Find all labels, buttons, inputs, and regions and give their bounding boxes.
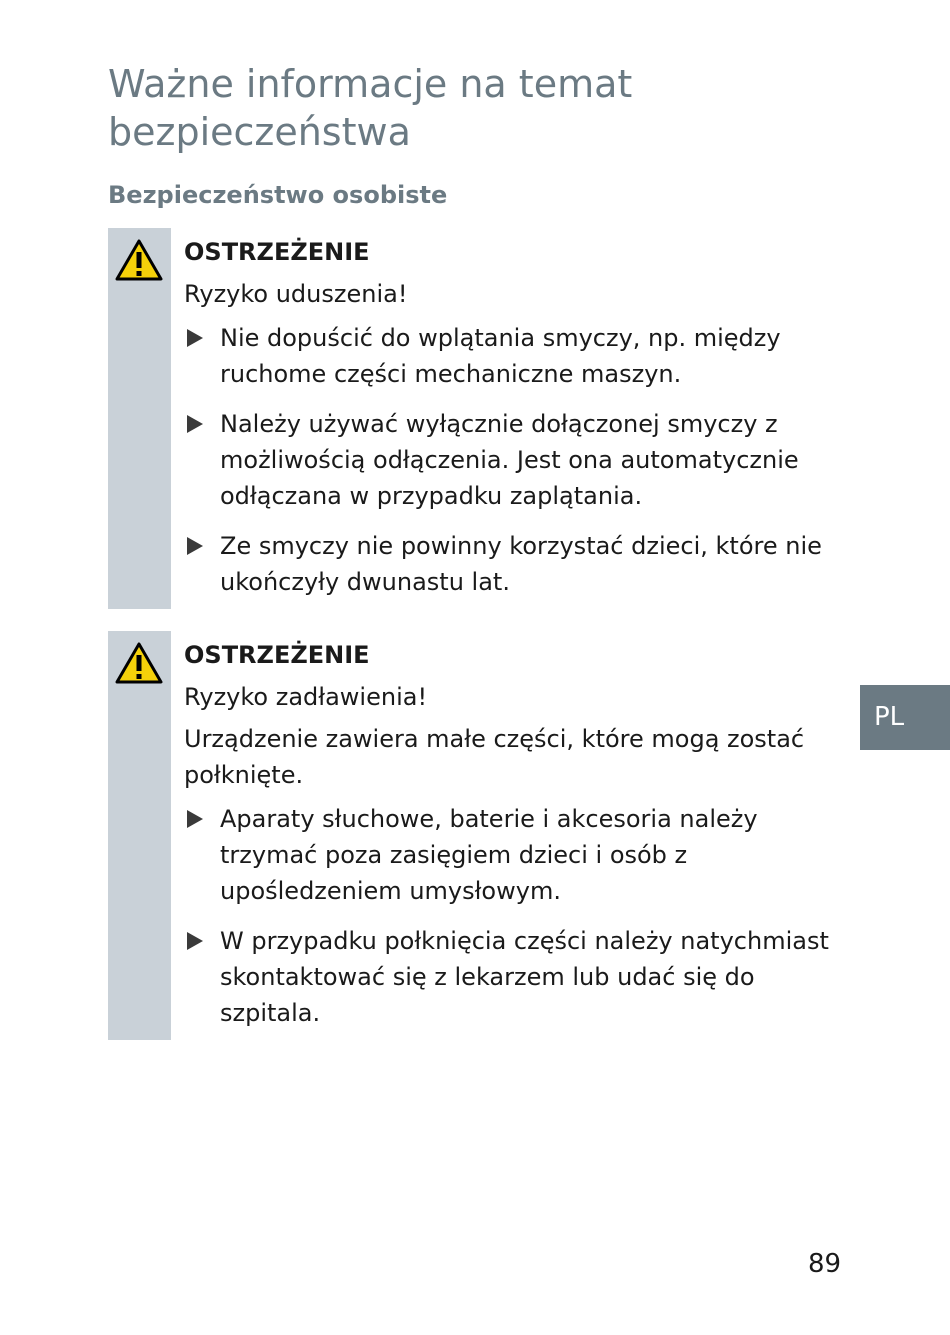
bullet-text: Ze smyczy nie powinny korzystać dzieci, które nie ukończyły dwunastu lat. — [220, 532, 822, 596]
arrow-bullet-icon — [187, 810, 203, 828]
bullet-text: W przypadku połknięcia części należy natychmiast skontaktować się z lekarzem lub udać się do szpitala. — [220, 927, 829, 1027]
warning-text: Ryzyko zadławienia! — [184, 683, 428, 711]
warning-text: Ryzyko uduszenia! — [184, 280, 408, 308]
warning-title: OSTRZEŻENIE — [184, 238, 370, 266]
list-item — [184, 801, 848, 909]
warning-text: Urządzenie zawiera małe części, które mogą zostać połknięte. — [184, 725, 805, 789]
warning-content — [184, 228, 848, 600]
bullet-text: Należy używać wyłącznie dołączonej smyczy z możliwością odłączenia. Jest ona automatycznie odłączana w przypadku zaplątania. — [220, 410, 799, 510]
bullet-list — [184, 801, 848, 1031]
warning-bar — [108, 631, 171, 1040]
page-number: 89 — [808, 1249, 842, 1279]
section-heading: Bezpieczeństwo osobiste — [108, 181, 448, 209]
warning-triangle-icon — [114, 641, 164, 685]
warning-box-choking — [108, 631, 848, 1040]
list-item — [184, 406, 848, 514]
arrow-bullet-icon — [187, 329, 203, 347]
arrow-bullet-icon — [187, 537, 203, 555]
warning-triangle-icon — [114, 238, 164, 282]
list-item — [184, 320, 848, 392]
bullet-text: Aparaty słuchowe, baterie i akcesoria należy trzymać poza zasięgiem dzieci i osób z upośledzeniem umysłowym. — [220, 805, 758, 905]
arrow-bullet-icon — [187, 415, 203, 433]
warning-bar — [108, 228, 171, 609]
bullet-list — [184, 320, 848, 600]
language-tab: PL — [860, 685, 950, 750]
bullet-text: Nie dopuścić do wplątania smyczy, np. między ruchome części mechaniczne maszyn. — [220, 324, 781, 388]
list-item — [184, 528, 848, 600]
page-title: Ważne informacje na temat bezpieczeństwa — [108, 62, 633, 154]
list-item — [184, 923, 848, 1031]
warning-content — [184, 631, 848, 1031]
warning-box-suffocation — [108, 228, 848, 609]
arrow-bullet-icon — [187, 932, 203, 950]
warning-title: OSTRZEŻENIE — [184, 641, 370, 669]
